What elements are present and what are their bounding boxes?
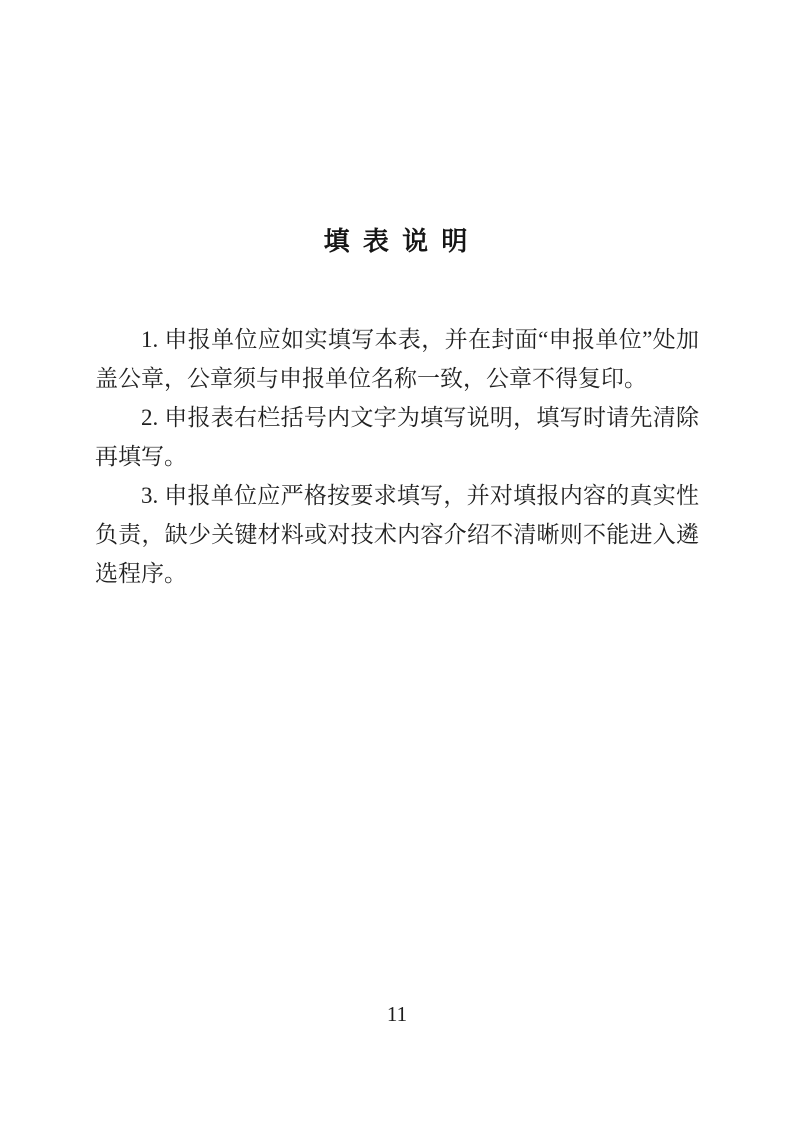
instruction-item-3: 3. 申报单位应严格按要求填写，并对填报内容的真实性负责，缺少关键材料或对技术内容介绍不清晰则不能进入遴选程序。: [95, 483, 699, 586]
instruction-item-2: 2. 申报表右栏括号内文字为填写说明，填写时请先清除再填写。: [95, 405, 699, 469]
instruction-item-1: 1. 申报单位应如实填写本表，并在封面“申报单位”处加盖公章，公章须与申报单位名称一致，公章不得复印。: [95, 327, 699, 391]
page-number: 11: [386, 1002, 408, 1026]
page-title: 填 表 说 明: [323, 226, 471, 256]
instructions-block: [95, 320, 699, 593]
